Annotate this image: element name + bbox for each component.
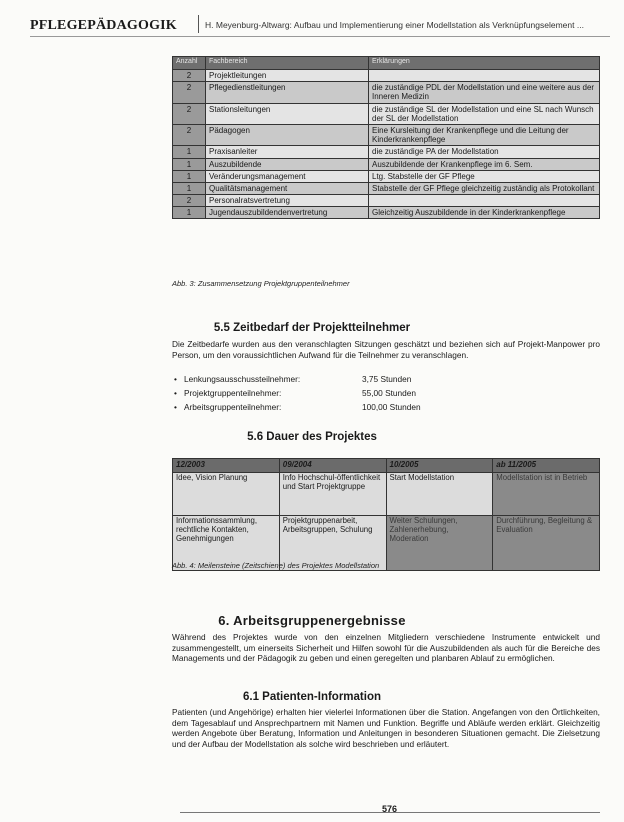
table-cell: Stationsleitungen (206, 103, 369, 124)
list-item (174, 374, 411, 384)
column-header: Fachbereich (206, 57, 369, 70)
table-cell: Ltg. Stabstelle der GF Pflege (369, 170, 600, 182)
table-cell: Eine Kursleitung der Krankenpflege und die Leitung der Kinderkrankenpflege (369, 124, 600, 145)
running-header-title: H. Meyenburg-Altwarg: Aufbau und Implementierung einer Modellstation als Verknüpfungselement ... (205, 20, 584, 30)
column-header: 12/2003 (173, 459, 280, 473)
table-cell: 1 (173, 207, 206, 219)
table-row (173, 195, 600, 207)
milestone-table (172, 458, 600, 571)
section-text-6: Während des Projektes wurde von den einzelnen Mitgliedern verschiedene Instrumente entwickelt und zusammengestellt, um einerseits Sicherheit und Hilfen sowohl für die Auszubildenden als auch für die Bereiche des Managements und der Pädagogik zu geben und einen geregelten und planbaren Ablauf zu ermöglichen. (172, 632, 600, 663)
table-cell (369, 70, 600, 82)
list-item-value: 100,00 Stunden (362, 402, 421, 412)
table-cell: Praxisanleiter (206, 146, 369, 158)
table-cell: 1 (173, 146, 206, 158)
table-cell: 1 (173, 170, 206, 182)
table-cell: Pflegedienstleitungen (206, 82, 369, 103)
list-item-label: Lenkungsausschussteilnehmer: (184, 374, 301, 384)
table-row (173, 473, 600, 516)
table-cell: Durchführung, Begleitung & Evaluation (493, 516, 600, 571)
table-row (173, 158, 600, 170)
table-cell: Projektleitungen (206, 70, 369, 82)
section-text-6-1: Patienten (und Angehörige) erhalten hier vielerlei Informationen über die Station. Angefangen von den Örtlichkeiten, dem Tagesablauf und Ansprechpartnern mit Namen und Funktion. Begriffe und Abläufe werden erklärt. Gleichzeitig werden Angebote über Beratung, Information und Anleitungen in besonderen Situationen gemacht. Die Zielsetzung und der Aufbau der Modellstation als solche wird beschrieben und erläutert. (172, 707, 600, 749)
table-row (173, 170, 600, 182)
table-cell: Idee, Vision Planung (173, 473, 280, 516)
table-cell: die zuständige PDL der Modellstation und eine weitere aus der Inneren Medizin (369, 82, 600, 103)
table-cell: Personalratsvertretung (206, 195, 369, 207)
table-row (173, 146, 600, 158)
list-item-label: Arbeitsgruppenteilnehmer: (184, 402, 282, 412)
list-item (174, 388, 416, 398)
table-cell: Pädagogen (206, 124, 369, 145)
table-cell: 1 (173, 158, 206, 170)
column-header: Erklärungen (369, 57, 600, 70)
table-cell: Informationssammlung, rechtliche Kontakten, Genehmigungen (173, 516, 280, 571)
section-heading-6: 6. Arbeitsgruppenergebnisse (218, 613, 406, 628)
table-cell: Stabstelle der GF Pflege gleichzeitig zuständig als Protokollant (369, 182, 600, 194)
list-item-value: 55,00 Stunden (362, 388, 416, 398)
bullet-icon: • (174, 374, 177, 384)
table-cell: Auszubildende (206, 158, 369, 170)
list-item-label: Projektgruppenteilnehmer: (184, 388, 282, 398)
table-header-row (173, 459, 600, 473)
table-cell: Projektgruppenarbeit, Arbeitsgruppen, Schulung (279, 516, 386, 571)
table-cell: 2 (173, 70, 206, 82)
bullet-icon: • (174, 402, 177, 412)
bullet-icon: • (174, 388, 177, 398)
page-number: 576 (382, 804, 398, 814)
list-item-value: 3,75 Stunden (362, 374, 412, 384)
column-header: ab 11/2005 (493, 459, 600, 473)
column-header: Anzahl (173, 57, 206, 70)
table-cell: Start Modellstation (386, 473, 493, 516)
figure-caption-3: Abb. 3: Zusammensetzung Projektgruppenteilnehmer (172, 279, 350, 288)
table-row (173, 82, 600, 103)
table-cell: Weiter Schulungen, Zahlenerhebung, Moderation (386, 516, 493, 571)
journal-brand: PFLEGEPÄDAGOGIK (30, 18, 177, 33)
table-row (173, 70, 600, 82)
table-cell: 2 (173, 124, 206, 145)
table-cell: Modellstation ist in Betrieb (493, 473, 600, 516)
table-cell: Auszubildende der Krankenpflege im 6. Sem. (369, 158, 600, 170)
project-group-table (172, 56, 600, 219)
footer-rule (180, 812, 600, 813)
header-separator (198, 15, 199, 33)
table-cell: 2 (173, 195, 206, 207)
table-cell: Jugendauszubildendenvertretung (206, 207, 369, 219)
table-cell: Qualitätsmanagement (206, 182, 369, 194)
table-cell: 2 (173, 103, 206, 124)
list-item (174, 402, 421, 412)
table-cell: die zuständige SL der Modellstation und eine SL nach Wunsch der SL der Modellstation (369, 103, 600, 124)
table-row (173, 207, 600, 219)
column-header: 09/2004 (279, 459, 386, 473)
table-cell (369, 195, 600, 207)
table-row (173, 182, 600, 194)
table-cell: Info Hochschul-öffentlichkeit und Start Projektgruppe (279, 473, 386, 516)
table-header-row (173, 57, 600, 70)
section-text-5-5: Die Zeitbedarfe wurden aus den veranschlagten Sitzungen geschätzt und beziehen sich auf Projekt-Manpower pro Person, um den voraussichtlichen Aufwand für die Teilnehmer zu veranschlagen. (172, 339, 600, 360)
header-rule (30, 36, 610, 37)
table-cell: Gleichzeitig Auszubildende in der Kinderkrankenpflege (369, 207, 600, 219)
section-heading-5-5: 5.5 Zeitbedarf der Projektteilnehmer (213, 322, 411, 334)
table-cell: 1 (173, 182, 206, 194)
table-row (173, 103, 600, 124)
figure-caption-4: Abb. 4: Meilensteine (Zeitschiene) des Projektes Modellstation (172, 561, 380, 570)
table-cell: 2 (173, 82, 206, 103)
table-row (173, 124, 600, 145)
table-cell: Veränderungsmanagement (206, 170, 369, 182)
column-header: 10/2005 (386, 459, 493, 473)
table-cell: die zuständige PA der Modellstation (369, 146, 600, 158)
section-heading-6-1: 6.1 Patienten-Information (242, 691, 382, 703)
section-heading-5-6: 5.6 Dauer des Projektes (247, 431, 377, 443)
